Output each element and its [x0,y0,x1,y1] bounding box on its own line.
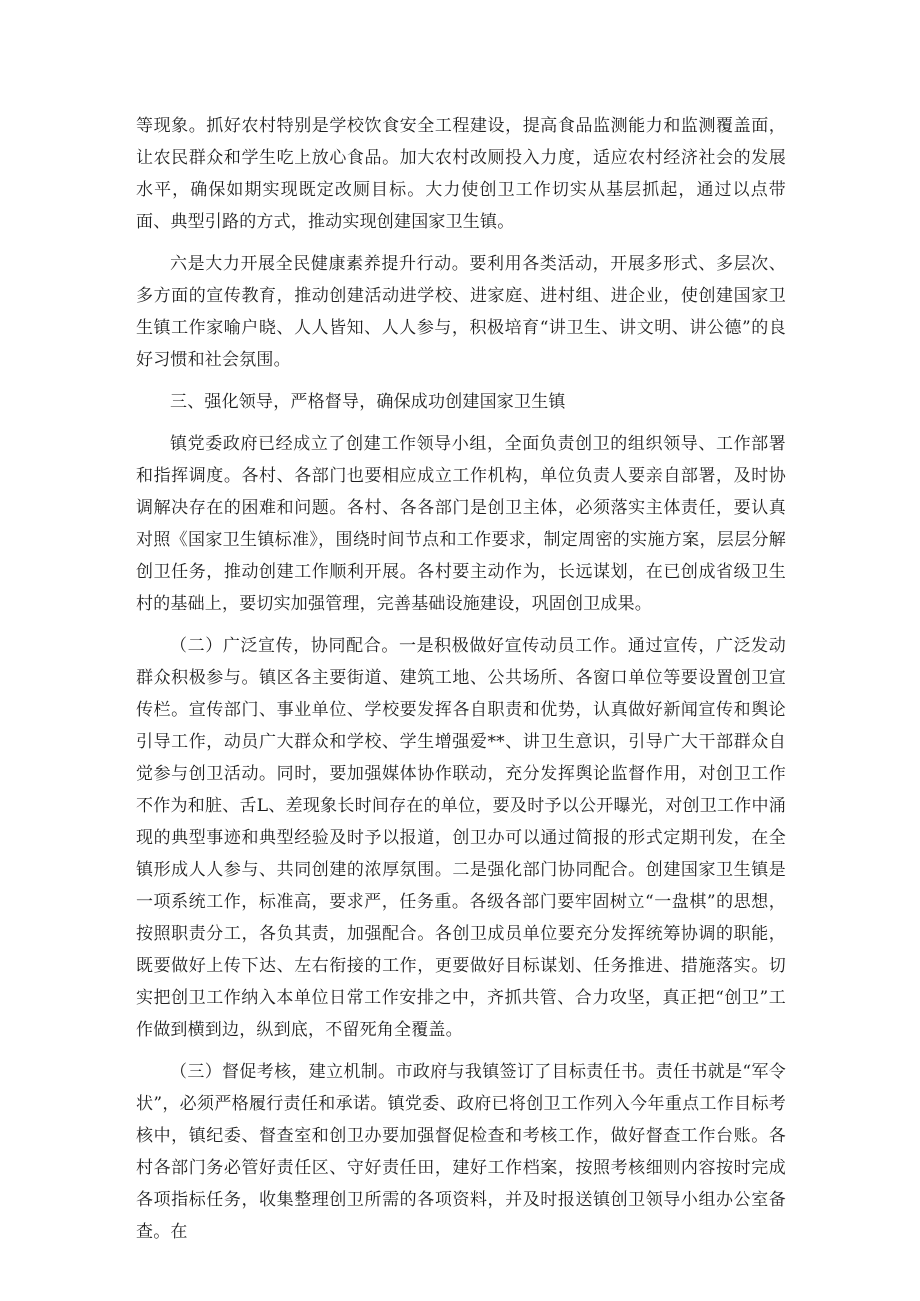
document-page [136,110,786,1258]
paragraph-continuation: 等现象。抓好农村特别是学校饮食安全工程建设，提高食品监测能力和监测覆盖面，让农民群众和学生吃上放心食品。加大农村改厕投入力度，适应农村经济社会的发展水平，确保如期实现既定改厕目标。大力使创卫工作切实从基层抓起，通过以点带面、典型引路的方式，推动实现创建国家卫生镇。 [136,116,786,232]
paragraph-supervision-assessment: （三）督促考核，建立机制。市政府与我镇签订了目标责任书。责任书就是“军令状”，必须严格履行责任和承诺。镇党委、政府已将创卫工作列入今年重点工作目标考核中，镇纪委、督查室和创卫办要加强督促检查和考核工作，做好督查工作台账。各村各部门务必管好责任区、守好责任田，建好工作档案，按照考核细则内容按时完成各项指标任务，收集整理创卫所需的各项资料，并及时报送镇创卫领导小组办公室备查。在 [136,1062,786,1242]
paragraph-publicity-coordination: （二）广泛宣传，协同配合。一是积极做好宣传动员工作。通过宣传，广泛发动群众积极参与。镇区各主要街道、建筑工地、公共场所、各窗口单位等要设置创卫宣传栏。宣传部门、事业单位、学校要发挥各自职责和优势，认真做好新闻宣传和舆论引导工作，动员广大群众和学校、学生增强爱**、讲卫生意识，引导广大干部群众自觉参与创卫活动。同时，要加强媒体协作联动，充分发挥舆论监督作用，对创卫工作不作为和脏、舌L、差现象长时间存在的单位，要及时予以公开曝光，对创卫工作中涌现的典型事迹和典型经验及时予以报道，创卫办可以通过简报的形式定期刊发，在全镇形成人人参与、共同创建的浓厚氛围。二是强化部门协同配合。创建国家卫生镇是一项系统工作，标准高，要求严，任务重。各级各部门要牢固树立“一盘棋”的思想，按照职责分工，各负其责，加强配合。各创卫成员单位要充分发挥统筹协调的职能，既要做好上传下达、左右衔接的工作，更要做好目标谋划、任务推进、措施落实。切实把创卫工作纳入本单位日常工作安排之中，齐抓共管、合力攻坚，真正把“创卫”工作做到横到边，纵到底，不留死角全覆盖。 [136,636,786,1040]
paragraph-leadership: 镇党委政府已经成立了创建工作领导小组，全面负责创卫的组织领导、工作部署和指挥调度。各村、各部门也要相应成立工作机构，单位负责人要亲自部署，及时协调解决存在的困难和问题。各村、各各部门是创卫主体，必须落实主体责任，要认真对照《国家卫生镇标准》，围绕时间节点和工作要求，制定周密的实施方案，层层分解创卫任务，推动创建工作顺利开展。各村要主动作为，长远谋划，在已创成省级卫生村的基础上，要切实加强管理，完善基础设施建设，巩固创卫成果。 [136,434,786,614]
paragraph-health-literacy: 六是大力开展全民健康素养提升行动。要利用各类活动，开展多形式、多层次、多方面的宣传教育，推动创建活动进学校、进家庭、进村组、进企业，使创建国家卫生镇工作家喻户晓、人人皆知、人人参与，积极培育“讲卫生、讲文明、讲公德”的良好习惯和社会氛围。 [136,254,786,370]
section-heading-three: 三、强化领导，严格督导，确保成功创建国家卫生镇 [170,392,566,412]
